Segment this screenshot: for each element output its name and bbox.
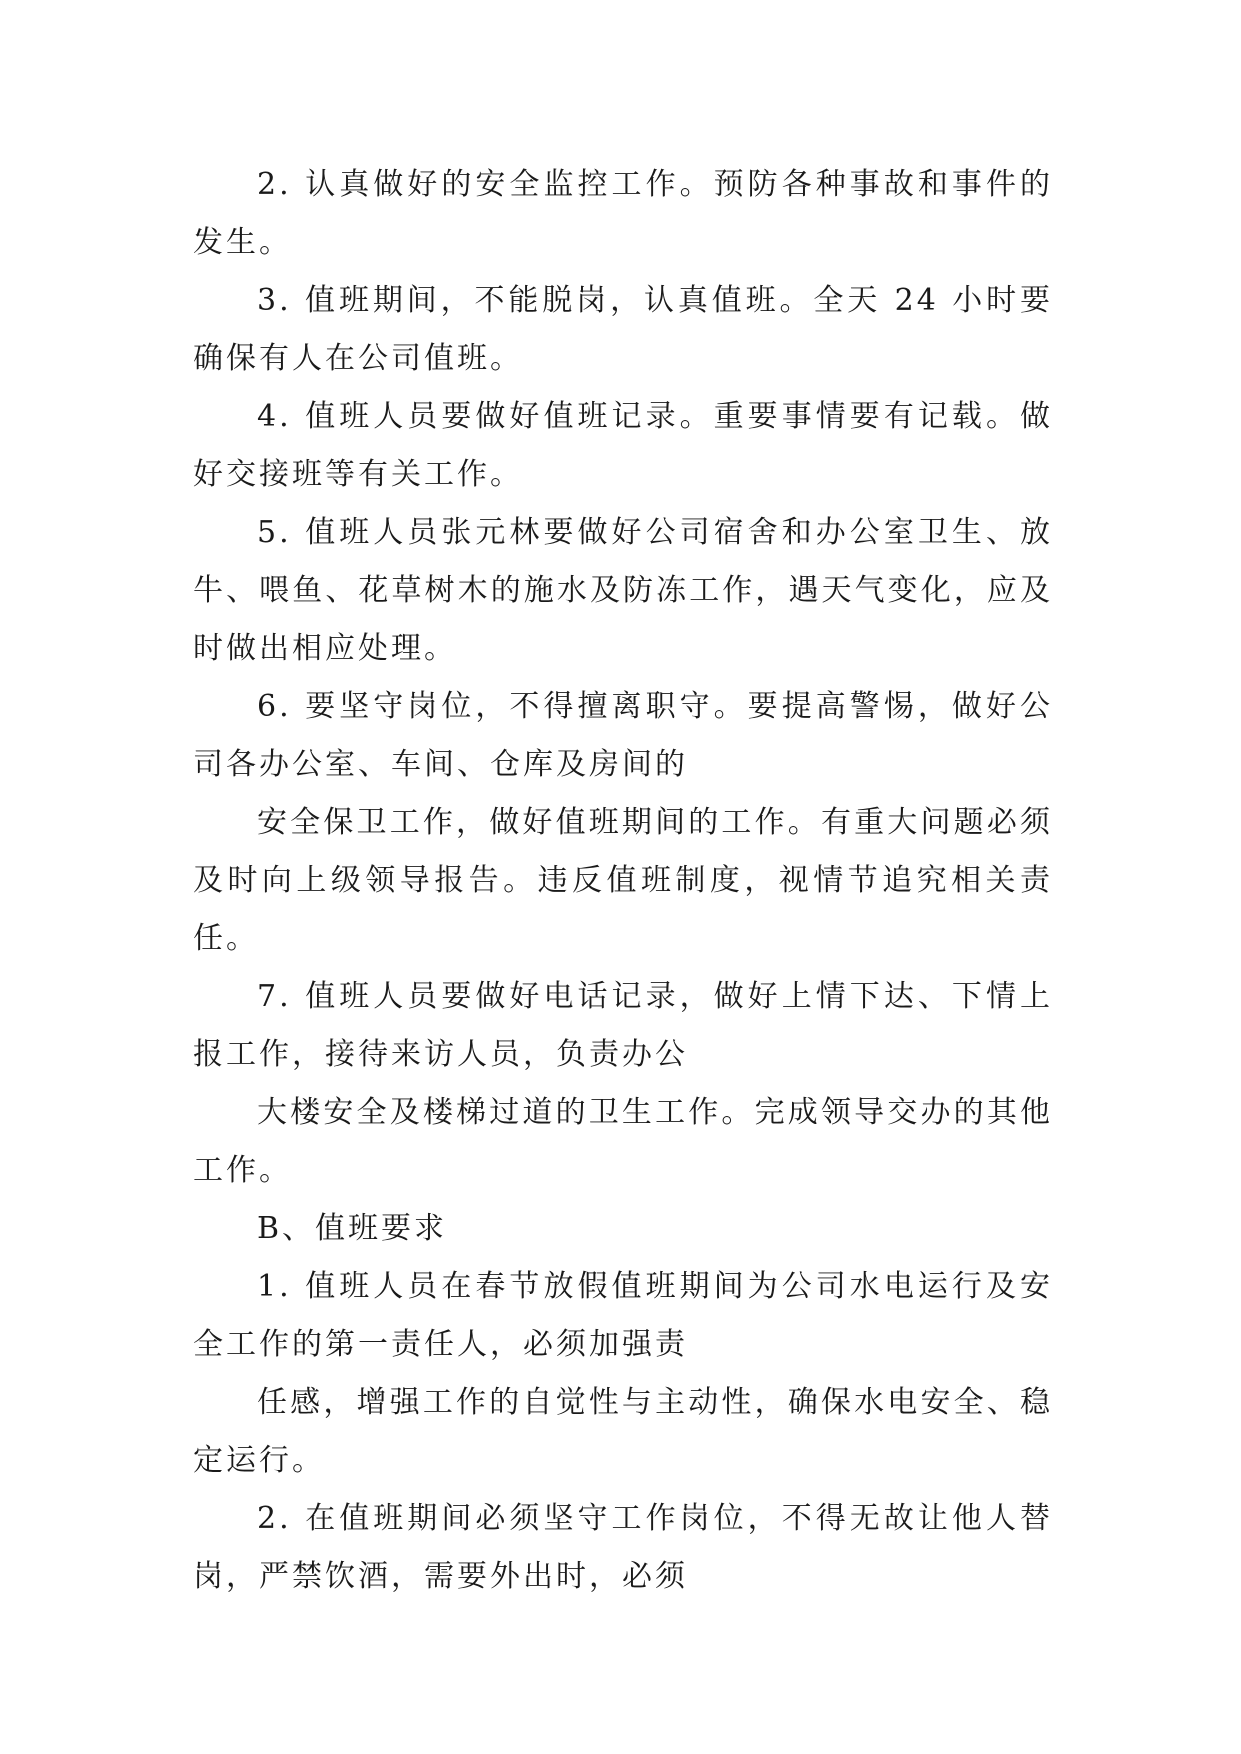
requirement-item-1-continued: 任感，增强工作的自觉性与主动性，确保水电安全、稳定运行。 — [193, 1385, 1053, 1478]
paragraph-item-4: 4. 值班人员要做好值班记录。重要事情要有记载。做好交接班等有关工作。 — [193, 399, 1053, 492]
paragraph-item-7: 7. 值班人员要做好电话记录，做好上情下达、下情上报工作，接待来访人员，负责办公 — [193, 979, 1053, 1072]
paragraph-item-3: 3. 值班期间，不能脱岗，认真值班。全天 24 小时要确保有人在公司值班。 — [193, 283, 1053, 376]
paragraph-item-6: 6. 要坚守岗位，不得擅离职守。要提高警惕，做好公司各办公室、车间、仓库及房间的 — [193, 689, 1053, 782]
paragraph-item-7-continued: 大楼安全及楼梯过道的卫生工作。完成领导交办的其他工作。 — [193, 1095, 1053, 1188]
document-body — [193, 156, 1053, 1606]
requirement-item-2: 2. 在值班期间必须坚守工作岗位，不得无故让他人替岗，严禁饮酒，需要外出时，必须 — [193, 1501, 1053, 1594]
paragraph-item-6-continued: 安全保卫工作，做好值班期间的工作。有重大问题必须及时向上级领导报告。违反值班制度，视情节追究相关责任。 — [193, 805, 1053, 956]
paragraph-item-2: 2. 认真做好的安全监控工作。预防各种事故和事件的发生。 — [193, 167, 1053, 260]
requirement-item-1: 1. 值班人员在春节放假值班期间为公司水电运行及安全工作的第一责任人，必须加强责 — [193, 1269, 1053, 1362]
paragraph-item-5: 5. 值班人员张元林要做好公司宿舍和办公室卫生、放牛、喂鱼、花草树木的施水及防冻工作，遇天气变化，应及时做出相应处理。 — [193, 515, 1053, 666]
section-heading-b: B、值班要求 — [257, 1211, 448, 1246]
